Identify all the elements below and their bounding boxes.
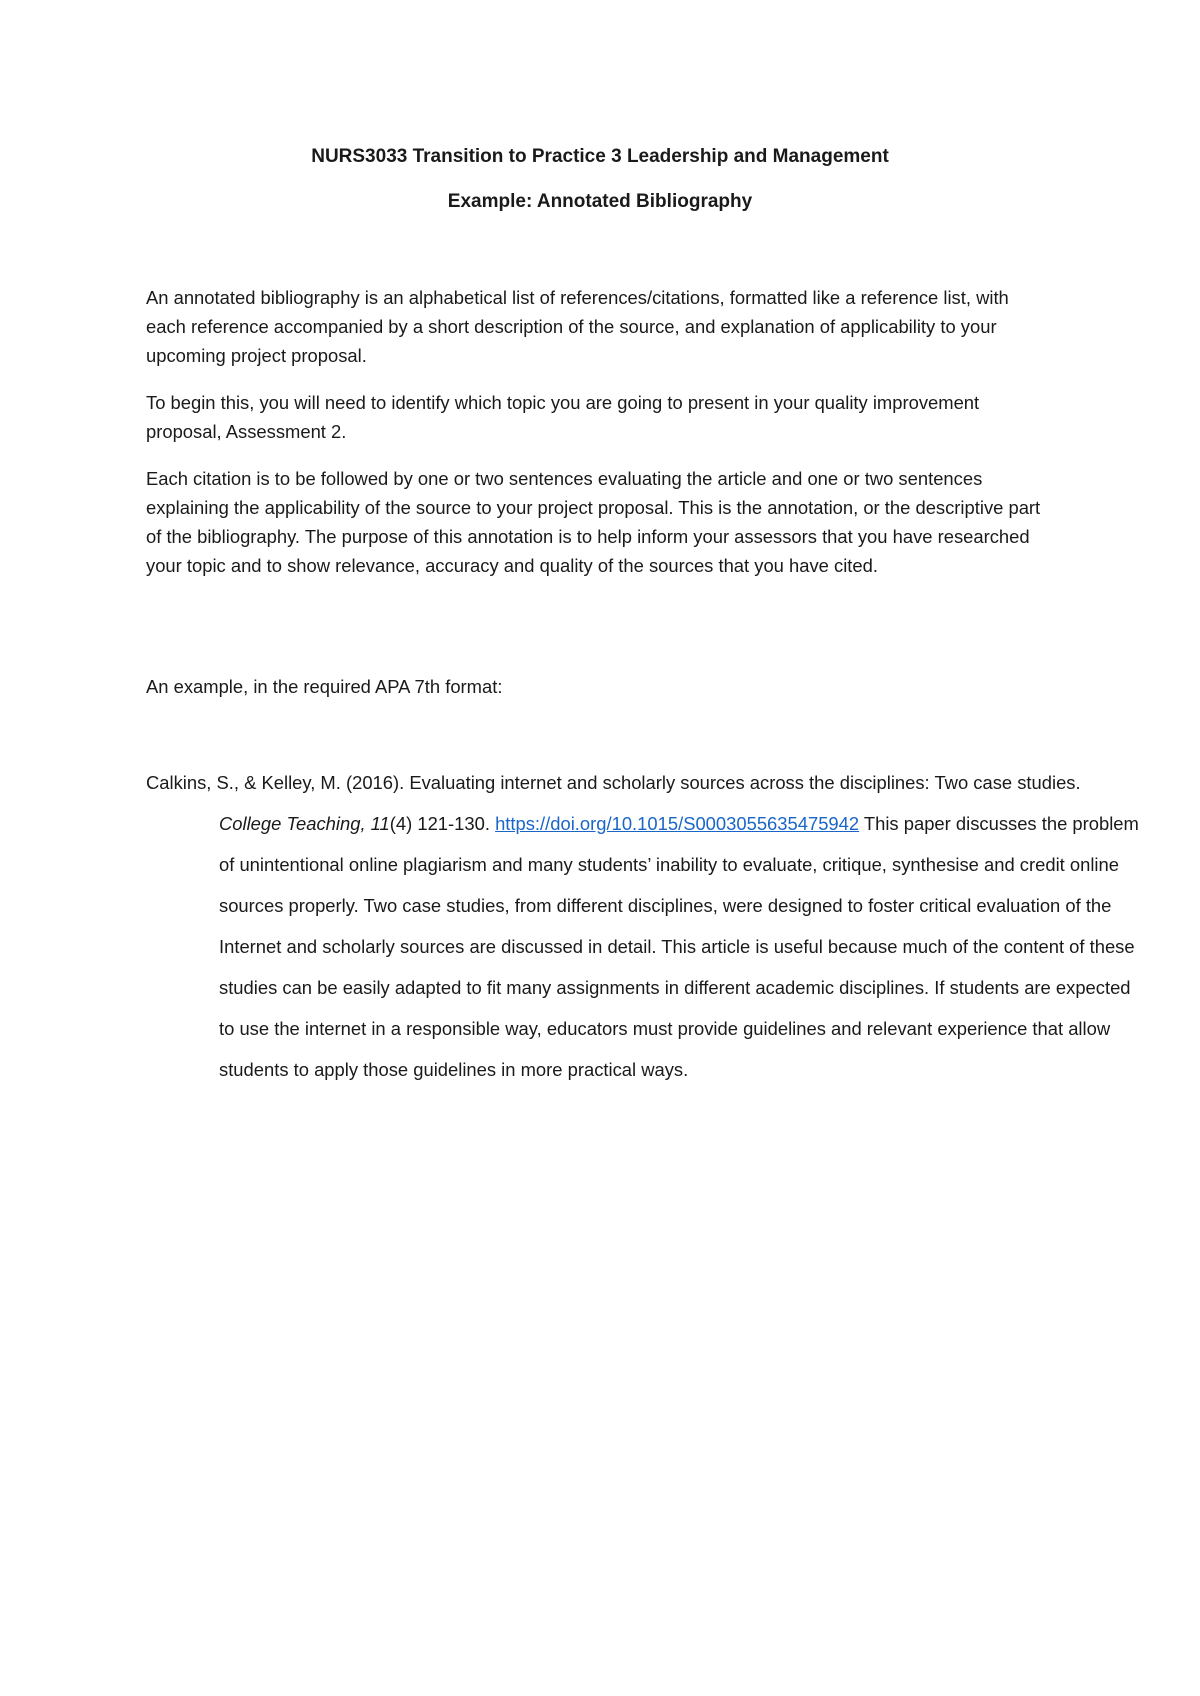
doi-link[interactable]: https://doi.org/10.1015/S0003055635475942 xyxy=(495,813,860,834)
document-subtitle: Example: Annotated Bibliography xyxy=(447,191,753,212)
document-title: NURS3033 Transition to Practice 3 Leadership and Management xyxy=(311,146,889,167)
annotation-instructions-paragraph: Each citation is to be followed by one or two sentences evaluating the article and one or two sentences explaining the applicability of the source to your project proposal. This is the annotation, or the descriptive part of the bibliography. The purpose of this annotation is to help inform your assessors that you have researched your topic and to show relevance, accuracy and quality of the sources that you have cited. xyxy=(146,468,1041,576)
example-intro-paragraph: An example, in the required APA 7th format: xyxy=(146,676,503,697)
reference-annotation: This paper discusses the problem of unintentional online plagiarism and many students’ inability to evaluate, critique, synthesise and credit online sources properly. Two case studies, from different disciplines, were designed to foster critical evaluation of the Internet and scholarly sources are discussed in detail. This article is useful because much of the content of these studies can be easily adapted to fit many assignments in different academic disciplines. If students are expected to use the internet in a responsible way, educators must provide guidelines and relevant experience that allow students to apply those guidelines in more practical ways. xyxy=(219,813,1139,1080)
intro-paragraph: An annotated bibliography is an alphabetical list of references/citations, formatted like a reference list, with each reference accompanied by a short description of the source, and explanation of applicability to your upcoming project proposal. xyxy=(146,287,1009,366)
topic-paragraph: To begin this, you will need to identify which topic you are going to present in your quality improvement proposal, Assessment 2. xyxy=(146,392,980,442)
reference-journal: College Teaching, 11 xyxy=(219,813,390,834)
reference-entry xyxy=(146,762,1144,1090)
reference-issue-pages: (4) 121-130. xyxy=(389,813,496,834)
reference-citation: Calkins, S., & Kelley, M. (2016). Evaluating internet and scholarly sources across the disciplines: Two case studies. xyxy=(146,772,1081,793)
